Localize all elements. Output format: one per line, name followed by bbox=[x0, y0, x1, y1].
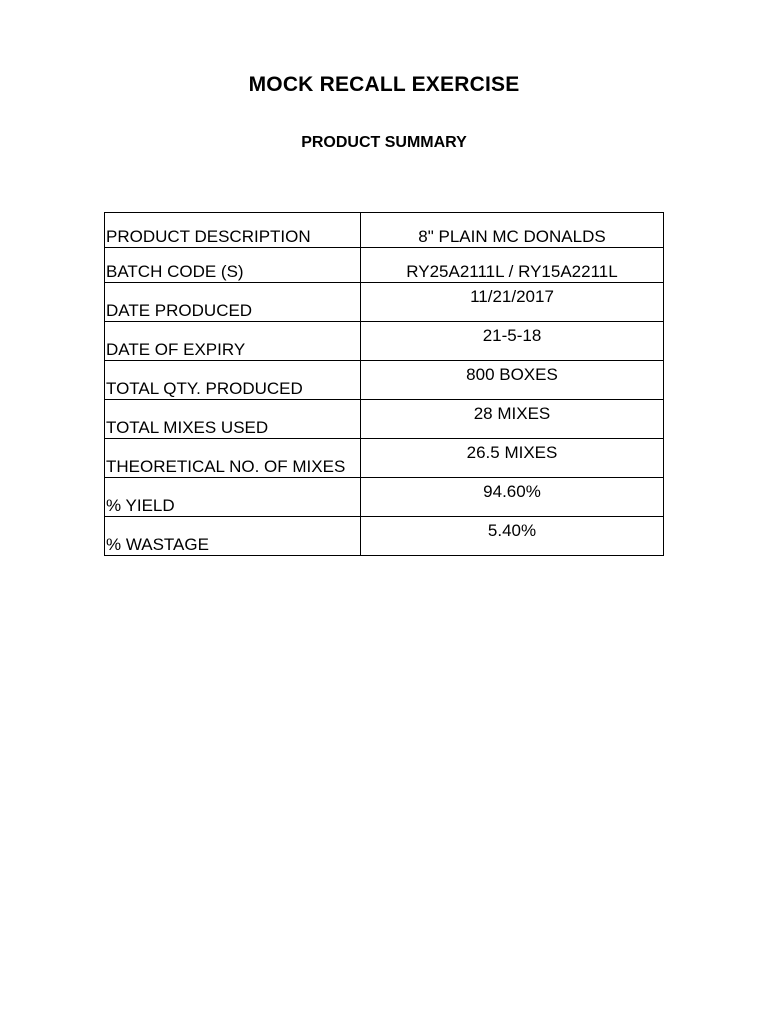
table-row bbox=[105, 248, 664, 283]
row-value: 26.5 MIXES bbox=[361, 439, 664, 478]
row-value: 28 MIXES bbox=[361, 400, 664, 439]
row-label: BATCH CODE (S) bbox=[105, 248, 361, 283]
row-label: TOTAL MIXES USED bbox=[105, 400, 361, 439]
product-summary-table bbox=[104, 212, 664, 556]
table-row bbox=[105, 400, 664, 439]
table-row bbox=[105, 213, 664, 248]
table-row bbox=[105, 322, 664, 361]
table-row bbox=[105, 283, 664, 322]
row-value: 94.60% bbox=[361, 478, 664, 517]
table-row bbox=[105, 478, 664, 517]
row-value: 8" PLAIN MC DONALDS bbox=[361, 213, 664, 248]
row-value: 21-5-18 bbox=[361, 322, 664, 361]
row-label: TOTAL QTY. PRODUCED bbox=[105, 361, 361, 400]
document-title: MOCK RECALL EXERCISE bbox=[248, 73, 520, 96]
row-label: % WASTAGE bbox=[105, 517, 361, 556]
table-row bbox=[105, 517, 664, 556]
row-label: DATE PRODUCED bbox=[105, 283, 361, 322]
row-value: 800 BOXES bbox=[361, 361, 664, 400]
row-label: THEORETICAL NO. OF MIXES bbox=[105, 439, 361, 478]
table-row bbox=[105, 439, 664, 478]
row-label: DATE OF EXPIRY bbox=[105, 322, 361, 361]
row-label: % YIELD bbox=[105, 478, 361, 517]
row-label: PRODUCT DESCRIPTION bbox=[105, 213, 361, 248]
row-value: 5.40% bbox=[361, 517, 664, 556]
row-value: 11/21/2017 bbox=[361, 283, 664, 322]
document-subtitle: PRODUCT SUMMARY bbox=[301, 134, 467, 151]
table-row bbox=[105, 361, 664, 400]
row-value: RY25A2111L / RY15A2211L bbox=[361, 248, 664, 283]
